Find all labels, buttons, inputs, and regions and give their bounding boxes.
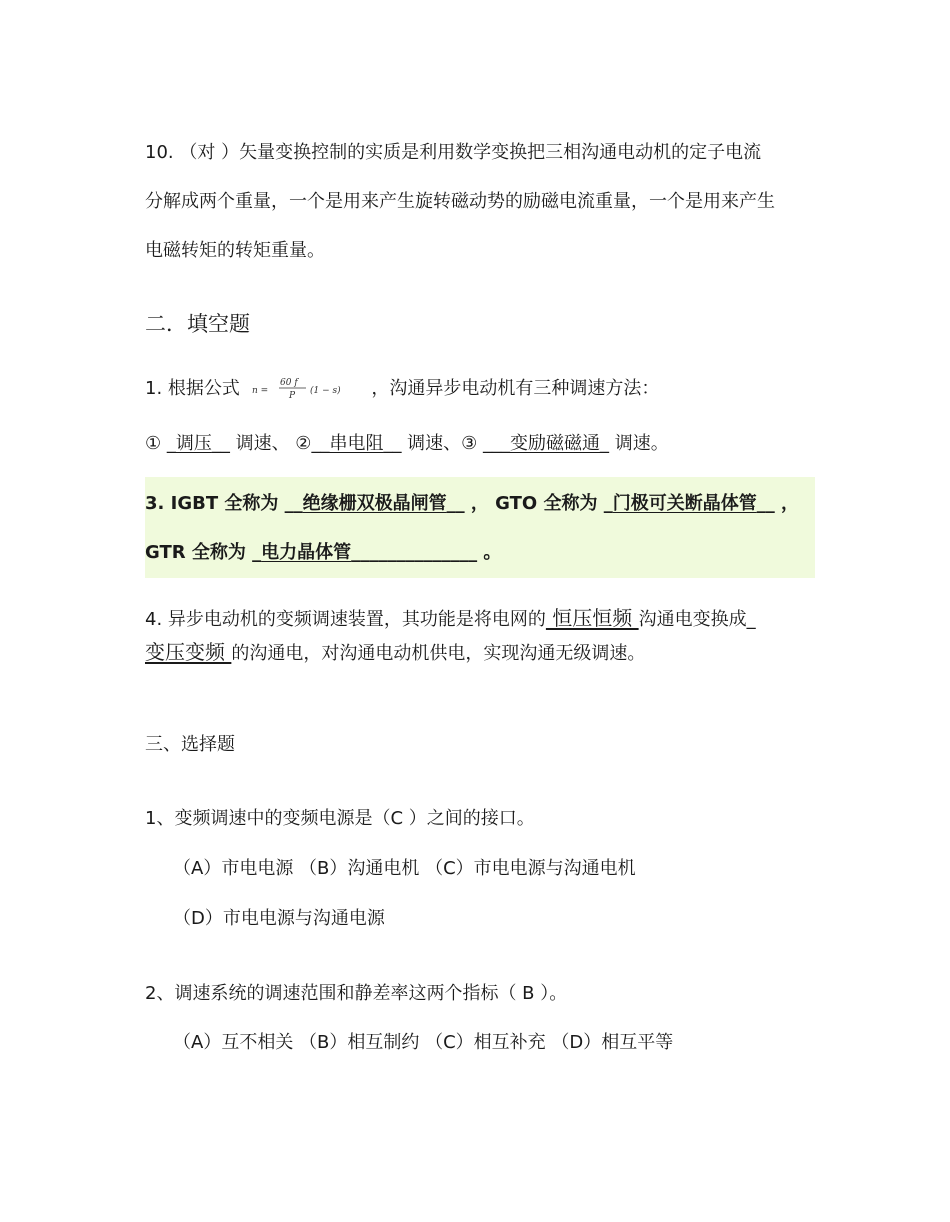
fill3-line-1 bbox=[145, 492, 799, 516]
section-fill-blank-title: 二．填空题 bbox=[145, 312, 250, 336]
fill3-text: __ ， bbox=[756, 493, 800, 514]
choice1-question: 1、变频调速中的变频电源是（C ）之间的接口。 bbox=[145, 808, 535, 829]
fill4-answer-1: 恒压恒频 bbox=[545, 606, 639, 630]
fill3-answer-gtr: 电力晶体管 bbox=[261, 542, 352, 563]
q10-line-1: 10. （对 ）矢量变换控制的实质是利用数学变换把三相沟通电动机的定子电流 bbox=[145, 142, 762, 163]
fill1-answer-2: _串电阻 bbox=[320, 433, 384, 454]
fill1-text: ① _ bbox=[145, 433, 176, 454]
fill3-answer-gto: 门极可关断晶体管 bbox=[612, 493, 757, 514]
formula-n: n = bbox=[251, 386, 268, 396]
fill3-blank: ______________ bbox=[351, 542, 478, 563]
choice2-question: 2、调速系统的调速范围和静差率这两个指标（ B ）。 bbox=[145, 983, 568, 1004]
fill3-text: GTR 全称为 _ bbox=[145, 542, 262, 563]
fill1-answer-3: _变励磁磁通 bbox=[501, 433, 601, 454]
fill4-answer-2: 变压变频 bbox=[145, 640, 232, 664]
q10-line-3: 电磁转矩的转矩重量。 bbox=[145, 240, 325, 261]
formula-denominator: P bbox=[288, 391, 295, 401]
fill1-text: _ 调速。 bbox=[600, 433, 669, 454]
fill4-line-2 bbox=[145, 640, 645, 666]
fill1-text: __ 调速、③ __ bbox=[383, 433, 502, 454]
fill4-blank: _ bbox=[746, 609, 756, 630]
speed-formula bbox=[246, 377, 366, 401]
fill1-suffix: ，沟通异步电动机有三种调速方法： bbox=[371, 378, 660, 399]
formula-tail: (1 − s) bbox=[309, 386, 341, 396]
fill4-text: 沟通电变换成 bbox=[638, 609, 747, 630]
fill4-line-1 bbox=[145, 606, 756, 632]
formula-numerator: 60 f bbox=[279, 378, 298, 388]
fill1-prefix: 1. 根据公式 bbox=[145, 378, 240, 399]
fill3-text: 。 bbox=[477, 542, 502, 563]
q10-line-2: 分解成两个重量，一个是用来产生旋转磁动势的励磁电流重量，一个是用来产生 bbox=[145, 191, 775, 212]
choice1-options-2: （D）市电电源与沟通电源 bbox=[173, 908, 385, 929]
choice2-options-1: （A）互不相关 （B）相互制约 （C）相互补充 （D）相互平等 bbox=[173, 1032, 674, 1053]
fill1-text: __ 调速、 ②_ bbox=[211, 433, 321, 454]
fill1-formula-line bbox=[145, 377, 659, 401]
fill3-text: 3. IGBT 全称为 __ bbox=[145, 493, 303, 514]
fill4-text: 4. 异步电动机的变频调速装置，其功能是将电网的 bbox=[145, 609, 546, 630]
fill3-line-2 bbox=[145, 541, 501, 565]
fill4-text: 的沟通电，对沟通电动机供电，实现沟通无级调速。 bbox=[231, 643, 646, 664]
choice1-options-1: （A）市电电源 （B）沟通电机 （C）市电电源与沟通电机 bbox=[173, 858, 636, 879]
fill3-answer-igbt: 绝缘栅双极晶闸管 bbox=[302, 493, 447, 514]
fill1-answers-line bbox=[145, 432, 669, 456]
fill3-text: __ ， GTO 全称为 _ bbox=[446, 493, 613, 514]
fill1-answer-1: 调压 bbox=[175, 433, 212, 454]
section-choice-title: 三、选择题 bbox=[145, 734, 235, 755]
